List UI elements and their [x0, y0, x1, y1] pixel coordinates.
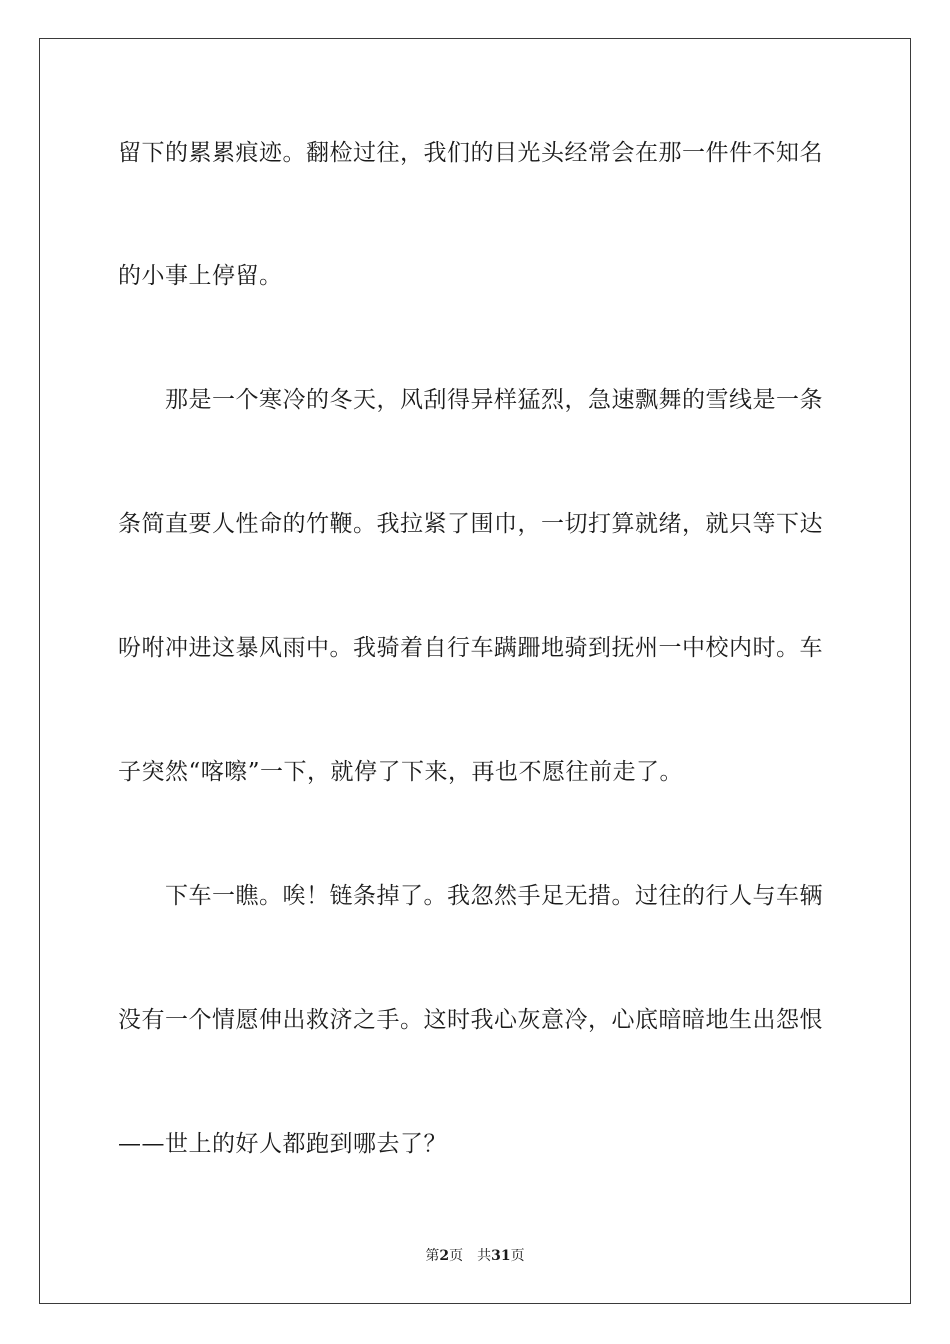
page-border: [39, 38, 911, 1304]
page-prefix: 第: [425, 1248, 440, 1264]
page-footer: [0, 1246, 950, 1266]
text-line-1: 留下的累累痕迹。翻检过往，我们的目光头经常会在那一件件不知名: [118, 140, 823, 166]
text-line-9: ——世上的好人都跑到哪去了？: [118, 1131, 447, 1157]
page-suffix: 页: [449, 1248, 464, 1264]
text-line-2: 的小事上停留。: [118, 263, 283, 289]
text-line-3: 那是一个寒冷的冬天，风刮得异样猛烈，急速飘舞的雪线是一条: [118, 387, 823, 413]
total-pages: 31: [491, 1248, 511, 1264]
text-line-8: 没有一个情愿伸出救济之手。这时我心灰意冷，心底暗暗地生出怨恨: [118, 1007, 823, 1033]
total-suffix: 页: [510, 1248, 525, 1264]
text-line-6: 子突然“喀嚓”一下，就停了下来，再也不愿往前走了。: [118, 759, 684, 785]
text-line-7: 下车一瞧。唉！链条掉了。我忽然手足无措。过往的行人与车辆: [118, 883, 823, 909]
total-prefix: 共: [477, 1248, 492, 1264]
text-line-5: 吩咐冲进这暴风雨中。我骑着自行车蹒跚地骑到抚州一中校内时。车: [118, 635, 823, 661]
text-line-4: 条简直要人性命的竹鞭。我拉紧了围巾，一切打算就绪，就只等下达: [118, 511, 823, 537]
page-number: 2: [439, 1248, 450, 1264]
